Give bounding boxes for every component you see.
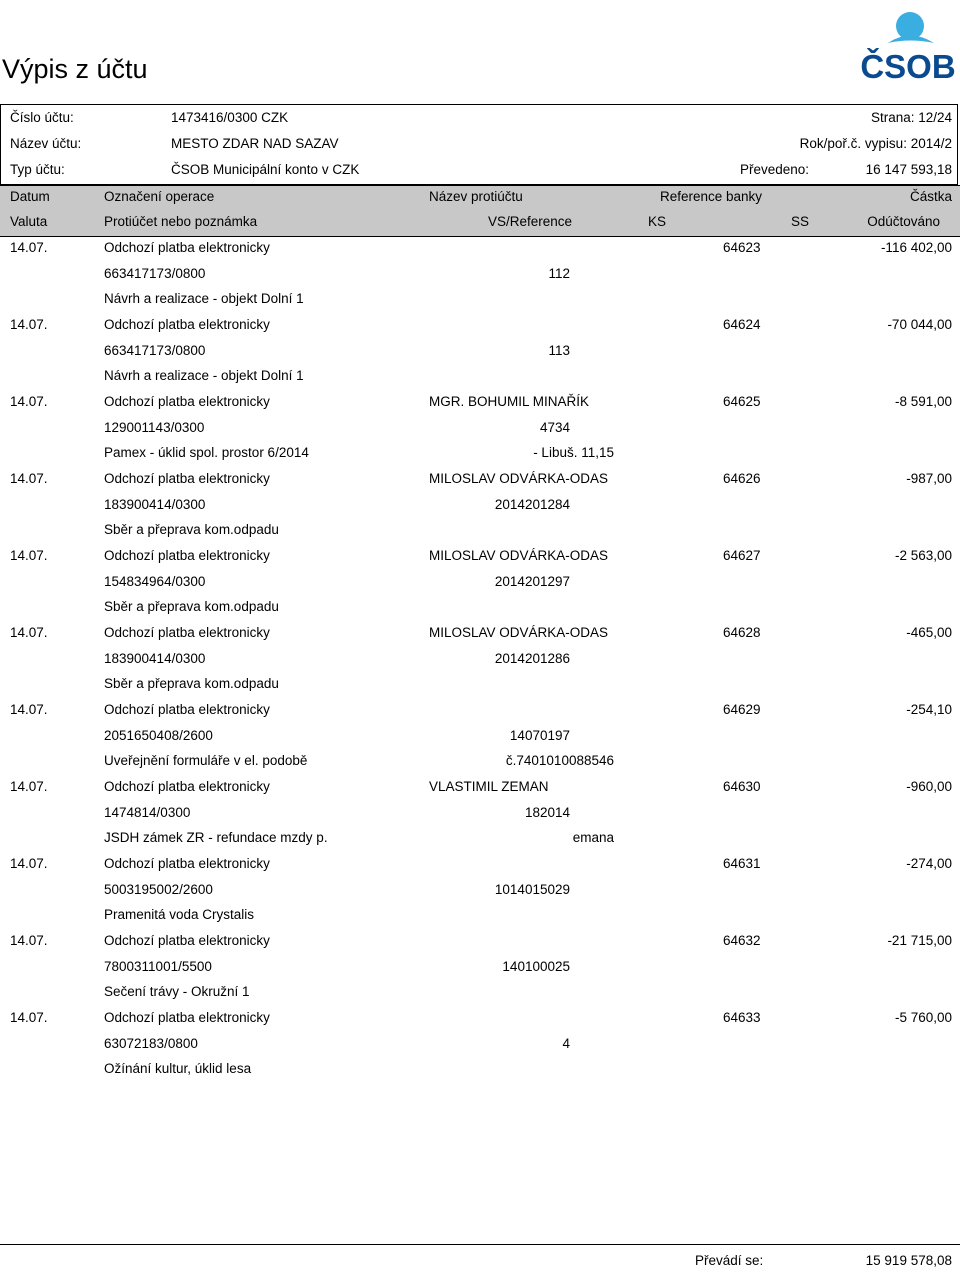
row-vs-ref: 1014015029 [494, 881, 570, 897]
row-date: 14.07. [10, 394, 48, 409]
row-counter-account: 183900414/0300 [104, 496, 206, 512]
row-operation: Odchozí platba elektronicky [104, 1010, 270, 1025]
row-counter-account: 1474814/0300 [104, 804, 191, 820]
row-counter-account: 154834964/0300 [104, 573, 206, 589]
row-bank-ref: 64631 [723, 856, 761, 871]
row-counterparty: MILOSLAV ODVÁRKA-ODAS [429, 471, 609, 486]
column-header-bottom-rule [0, 236, 960, 237]
col-vs-ref: VS/Reference [488, 214, 573, 229]
account-name: MESTO ZDAR NAD SAZAV [171, 136, 339, 151]
row-operation: Odchozí platba elektronicky [104, 933, 270, 948]
row-vs-ref: 2014201297 [494, 573, 570, 589]
row-bank-ref: 64632 [723, 933, 761, 948]
row-bank-ref: 64623 [723, 240, 761, 255]
row-note-continued: emana [572, 830, 614, 845]
account-number-label: Číslo účtu: [10, 110, 74, 125]
carry-forward-label: Převádí se: [695, 1253, 764, 1268]
row-date: 14.07. [10, 702, 48, 717]
row-bank-ref: 64630 [723, 779, 761, 794]
account-type-label: Typ účtu: [10, 162, 65, 177]
col-ss: SS [791, 214, 810, 229]
csob-logo [858, 6, 958, 84]
row-operation: Odchozí platba elektronicky [104, 779, 270, 794]
row-note: Pamex - úklid spol. prostor 6/2014 [104, 445, 309, 460]
row-operation: Odchozí platba elektronicky [104, 702, 270, 717]
row-amount: -8 591,00 [894, 394, 952, 409]
row-operation: Odchozí platba elektronicky [104, 471, 270, 486]
row-bank-ref: 64633 [723, 1010, 761, 1025]
row-counter-account: 663417173/0800 [104, 342, 206, 358]
row-counterparty: MGR. BOHUMIL MINAŘÍK [429, 394, 590, 409]
account-number: 1473416/0300 CZK [171, 110, 289, 125]
column-header-top-rule [0, 185, 960, 186]
row-note: Ožínání kultur, úklid lesa [104, 1061, 252, 1076]
row-counterparty: MILOSLAV ODVÁRKA-ODAS [429, 625, 609, 640]
row-counter-account: 5003195002/2600 [104, 881, 213, 897]
row-vs-ref: 113 [548, 342, 570, 358]
row-counter-account: 129001143/0300 [104, 419, 205, 435]
row-operation: Odchozí platba elektronicky [104, 317, 270, 332]
row-note-continued: č.7401010088546 [505, 753, 614, 768]
row-vs-ref: 4734 [539, 419, 570, 435]
row-vs-ref: 2014201286 [494, 650, 570, 666]
row-date: 14.07. [10, 1010, 48, 1025]
col-bank-ref: Reference banky [660, 189, 763, 204]
row-amount: -70 044,00 [887, 317, 952, 332]
page-title: Výpis z účtu [2, 54, 148, 84]
row-note: Sběr a přeprava kom.odpadu [104, 599, 279, 614]
row-vs-ref: 14070197 [509, 727, 570, 743]
row-bank-ref: 64625 [723, 394, 761, 409]
row-amount: -2 563,00 [894, 548, 952, 563]
account-name-label: Název účtu: [10, 136, 82, 151]
row-bank-ref: 64629 [723, 702, 761, 717]
account-type: ČSOB Municipální konto v CZK [171, 162, 360, 177]
col-counterparty: Název protiúčtu [429, 189, 523, 204]
row-amount: -21 715,00 [887, 933, 952, 948]
row-amount: -465,00 [906, 625, 952, 640]
row-date: 14.07. [10, 548, 48, 563]
row-date: 14.07. [10, 471, 48, 486]
row-counter-account: 7800311001/5500 [104, 958, 212, 974]
carried-value: 16 147 593,18 [865, 162, 952, 177]
col-settled: Odúčtováno [867, 214, 940, 229]
row-note: Sečení trávy - Okružní 1 [104, 984, 250, 999]
row-operation: Odchozí platba elektronicky [104, 394, 270, 409]
row-note: Návrh a realizace - objekt Dolní 1 [104, 291, 304, 306]
row-note: Sběr a přeprava kom.odpadu [104, 522, 279, 537]
row-note: JSDH zámek ZR - refundace mzdy p. [104, 830, 328, 845]
carried-label: Převedeno: [740, 162, 810, 177]
row-date: 14.07. [10, 856, 48, 871]
row-note: Uveřejnění formuláře v el. podobě [104, 753, 308, 768]
row-counter-account: 183900414/0300 [104, 650, 206, 666]
col-date: Datum [10, 189, 50, 204]
row-amount: -116 402,00 [880, 240, 952, 255]
logo-text: ČSOB [860, 48, 956, 84]
row-bank-ref: 64627 [723, 548, 761, 563]
row-operation: Odchozí platba elektronicky [104, 240, 270, 255]
row-vs-ref: 112 [548, 265, 570, 281]
row-vs-ref: 140100025 [502, 958, 570, 974]
footer-rule [0, 1244, 960, 1245]
row-note: Sběr a přeprava kom.odpadu [104, 676, 279, 691]
row-note: Pramenitá voda Crystalis [104, 907, 255, 922]
row-date: 14.07. [10, 779, 48, 794]
row-amount: -960,00 [906, 779, 952, 794]
col-counter-account: Protiúčet nebo poznámka [104, 214, 258, 229]
row-counter-account: 663417173/0800 [104, 265, 206, 281]
row-note: Návrh a realizace - objekt Dolní 1 [104, 368, 304, 383]
row-date: 14.07. [10, 625, 48, 640]
col-currency: Valuta [10, 214, 48, 229]
row-bank-ref: 64628 [723, 625, 761, 640]
row-date: 14.07. [10, 317, 48, 332]
row-operation: Odchozí platba elektronicky [104, 856, 270, 871]
row-operation: Odchozí platba elektronicky [104, 625, 270, 640]
col-amount: Částka [909, 189, 952, 204]
row-counter-account: 2051650408/2600 [104, 727, 213, 743]
row-operation: Odchozí platba elektronicky [104, 548, 270, 563]
row-bank-ref: 64624 [723, 317, 761, 332]
row-vs-ref: 4 [562, 1035, 570, 1051]
row-date: 14.07. [10, 933, 48, 948]
row-amount: -987,00 [906, 471, 952, 486]
row-vs-ref: 2014201284 [494, 496, 570, 512]
col-operation: Označení operace [104, 189, 215, 204]
row-vs-ref: 182014 [524, 804, 570, 820]
statement-number: Rok/poř.č. vypisu: 2014/2 [799, 136, 952, 151]
row-amount: -274,00 [906, 856, 952, 871]
row-note-continued: - Libuš. 11,15 [533, 445, 614, 460]
row-counter-account: 63072183/0800 [104, 1035, 198, 1051]
row-counterparty: VLASTIMIL ZEMAN [429, 779, 549, 794]
row-bank-ref: 64626 [723, 471, 761, 486]
row-counterparty: MILOSLAV ODVÁRKA-ODAS [429, 548, 609, 563]
col-ks: KS [648, 214, 667, 229]
carry-forward-value: 15 919 578,08 [865, 1253, 952, 1268]
row-date: 14.07. [10, 240, 48, 255]
row-amount: -5 760,00 [894, 1010, 952, 1025]
row-amount: -254,10 [906, 702, 952, 717]
page-number: Strana: 12/24 [870, 110, 952, 125]
